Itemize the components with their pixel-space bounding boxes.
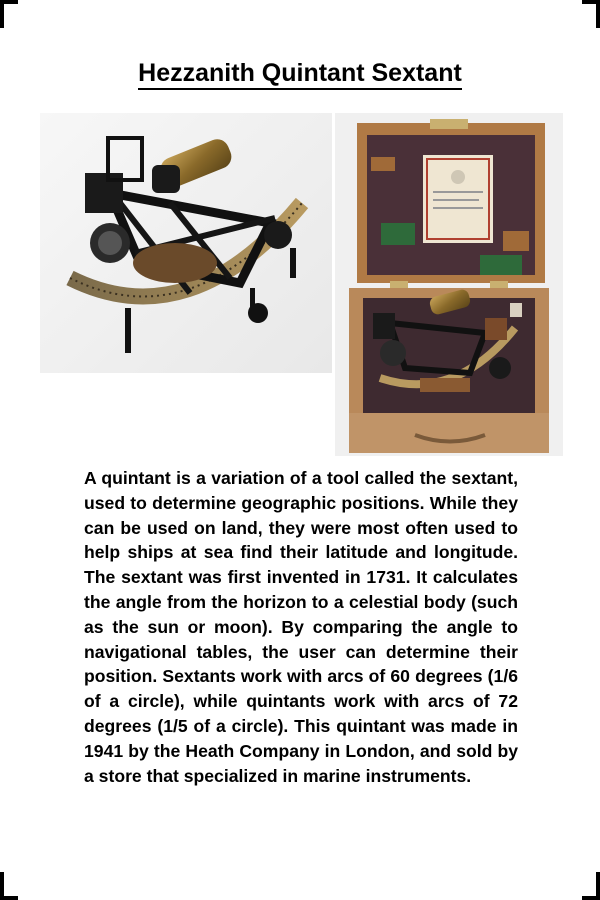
page-title-text: Hezzanith Quintant Sextant	[138, 59, 462, 90]
corner-mark-bottom-right	[582, 872, 600, 900]
quintant-case-photo	[335, 113, 563, 456]
wooden-case-illustration	[335, 113, 563, 456]
page-title	[0, 58, 600, 88]
description-paragraph: A quintant is a variation of a tool called the sextant, used to determine geographic positions. While they can be used on land, they were most often used to help ships at sea find their latitude and longitude. The sextant was first invented in 1731. It calculates the angle from the horizon to a celestial body (such as the sun or moon). By comparing the angle to navigational tables, the user can determine their position. Sextants work with arcs of 60 degrees (1/6 of a circle), while quintants work with arcs of 72 degrees (1/5 of a circle). This quintant was made in 1941 by the Heath Company in London, and sold by a store that specialized in marine instruments.	[84, 468, 518, 786]
corner-mark-top-left	[0, 0, 18, 28]
quintant-sextant-photo	[40, 113, 332, 373]
sextant-illustration	[40, 113, 332, 373]
corner-mark-bottom-left	[0, 872, 18, 900]
corner-mark-top-right	[582, 0, 600, 28]
